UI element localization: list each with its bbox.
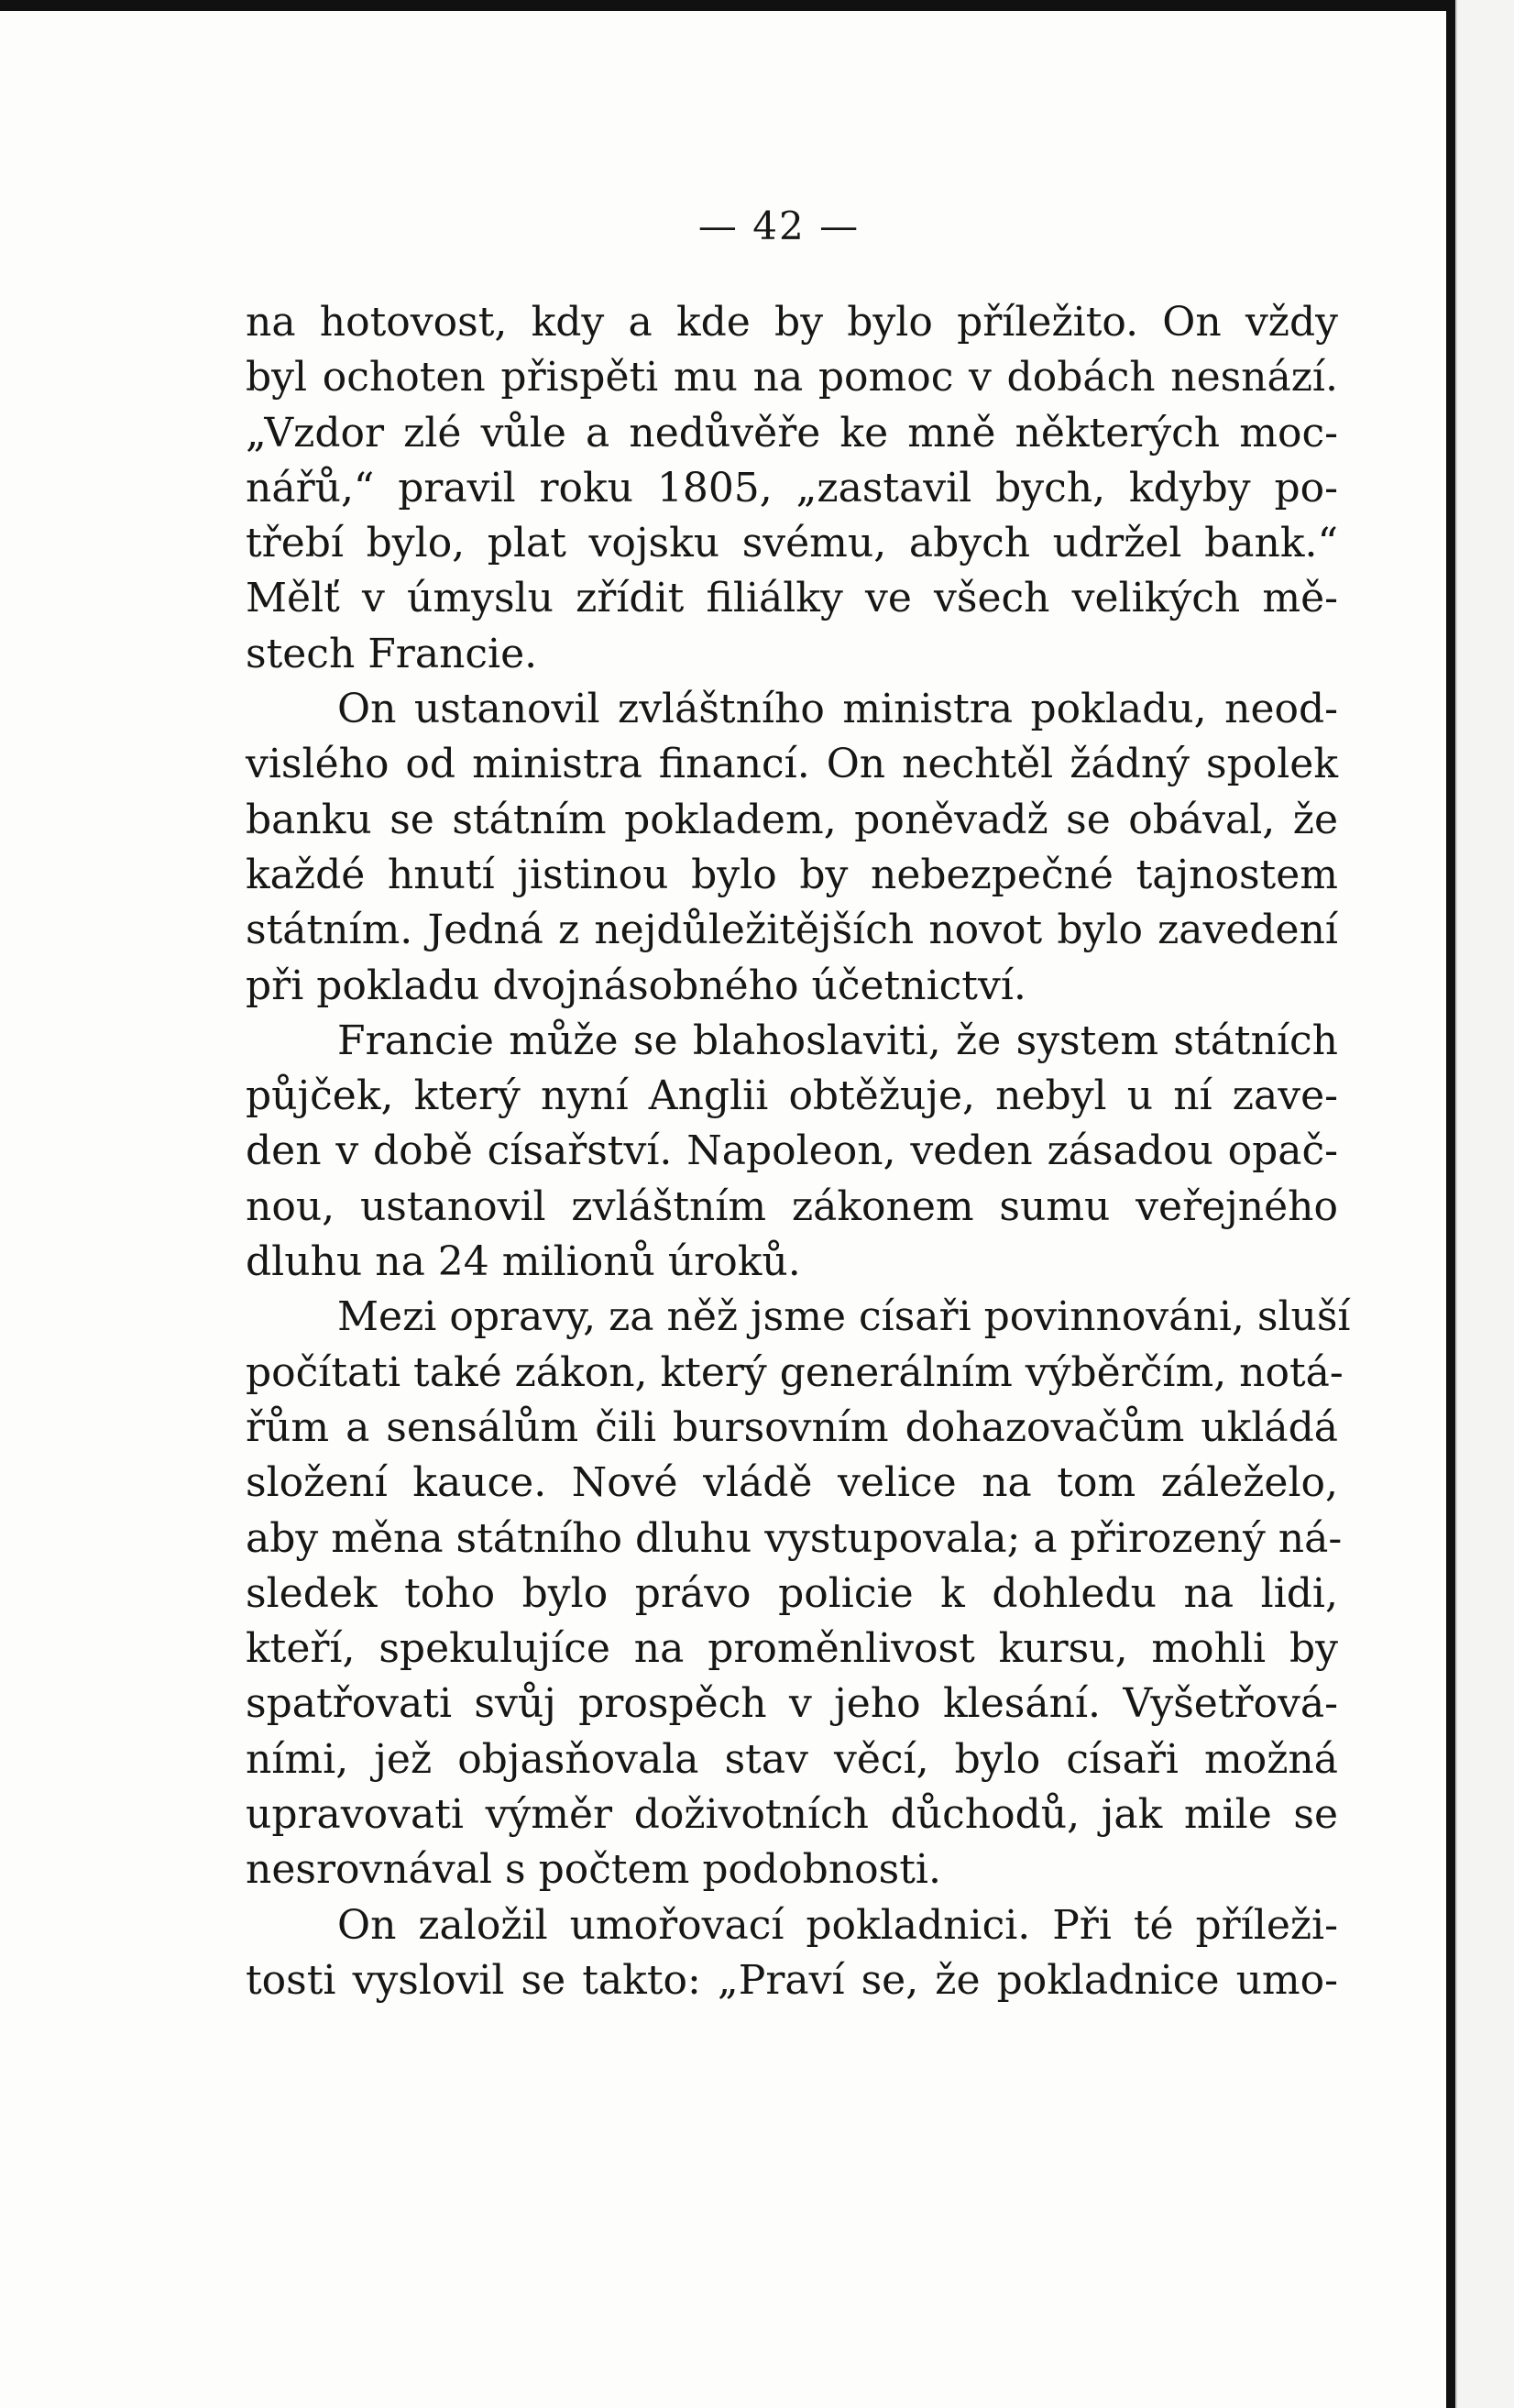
text-line: spatřovati svůj prospěch v jeho klesání. Vyšetřová-: [246, 1680, 1338, 1728]
text-line: řům a sensálům čili bursovním dohazovačům ukládá: [246, 1403, 1338, 1451]
text-line: banku se státním pokladem, poněvadž se obával, že: [246, 796, 1338, 843]
text-line: On založil umořovací pokladnici. Při té příleži-: [337, 1901, 1338, 1949]
text-line: státním. Jedná z nejdůležitějších novot bylo zavedení: [246, 907, 1338, 954]
scan-border-top: [0, 0, 1455, 11]
adjacent-page-strip: [1455, 0, 1514, 2408]
text-line: při pokladu dvojnásobného účetnictví.: [246, 962, 1026, 1009]
text-line: aby měna státního dluhu vystupovala; a přirozený ná-: [246, 1514, 1343, 1562]
text-line: počítati také zákon, který generálním výběrčím, notá-: [246, 1348, 1344, 1396]
scan-border-right: [1446, 0, 1455, 2408]
text-line: Mělť v úmyslu zřídit filiálky ve všech velikých mě-: [246, 575, 1338, 622]
text-line: den v době císařství. Napoleon, veden zásadou opač-: [246, 1127, 1338, 1175]
text-line: na hotovost, kdy a kde by bylo příležito. On vždy: [246, 299, 1338, 346]
text-line: upravovati výměr doživotních důchodů, jak mile se: [246, 1791, 1338, 1839]
text-line: tosti vyslovil se takto: „Praví se, že pokladnice umo-: [246, 1956, 1338, 2004]
page-number: — 42 —: [697, 203, 861, 248]
text-line: sledek toho bylo právo policie k dohledu na lidi,: [246, 1569, 1338, 1617]
text-line: Francie může se blahoslaviti, že system státních: [337, 1017, 1338, 1064]
text-line: nou, ustanovil zvláštním zákonem sumu veřejného: [246, 1182, 1338, 1230]
text-line: třebí bylo, plat vojsku svému, abych udržel bank.“: [246, 520, 1338, 567]
text-line: stech Francie.: [246, 630, 538, 677]
text-line: nesrovnával s počtem podobnosti.: [246, 1846, 941, 1894]
text-line: Mezi opravy, za něž jsme císaři povinnováni, sluší: [337, 1293, 1351, 1341]
text-line: ními, jež objasňovala stav věcí, bylo císaři možná: [246, 1735, 1338, 1783]
text-line: vislého od ministra financí. On nechtěl žádný spolek: [246, 741, 1338, 788]
body-text: [246, 295, 1351, 2008]
text-line: On ustanovil zvláštního ministra pokladu, neod-: [337, 686, 1338, 733]
text-line: nářů,“ pravil roku 1805, „zastavil bych, kdyby po-: [246, 464, 1338, 511]
text-line: složení kauce. Nové vládě velice na tom záleželo,: [246, 1459, 1338, 1507]
text-line: každé hnutí jistinou bylo by nebezpečné tajnostem: [246, 851, 1338, 898]
text-line: dluhu na 24 milionů úroků.: [246, 1238, 801, 1286]
text-line: půjček, který nyní Anglii obtěžuje, nebyl u ní zave-: [246, 1072, 1338, 1120]
text-line: byl ochoten přispěti mu na pomoc v dobách nesnází.: [246, 354, 1338, 401]
text-line: „Vzdor zlé vůle a nedůvěře ke mně některých moc-: [246, 409, 1338, 456]
text-line: kteří, spekulujíce na proměnlivost kursu, mohli by: [246, 1625, 1338, 1673]
